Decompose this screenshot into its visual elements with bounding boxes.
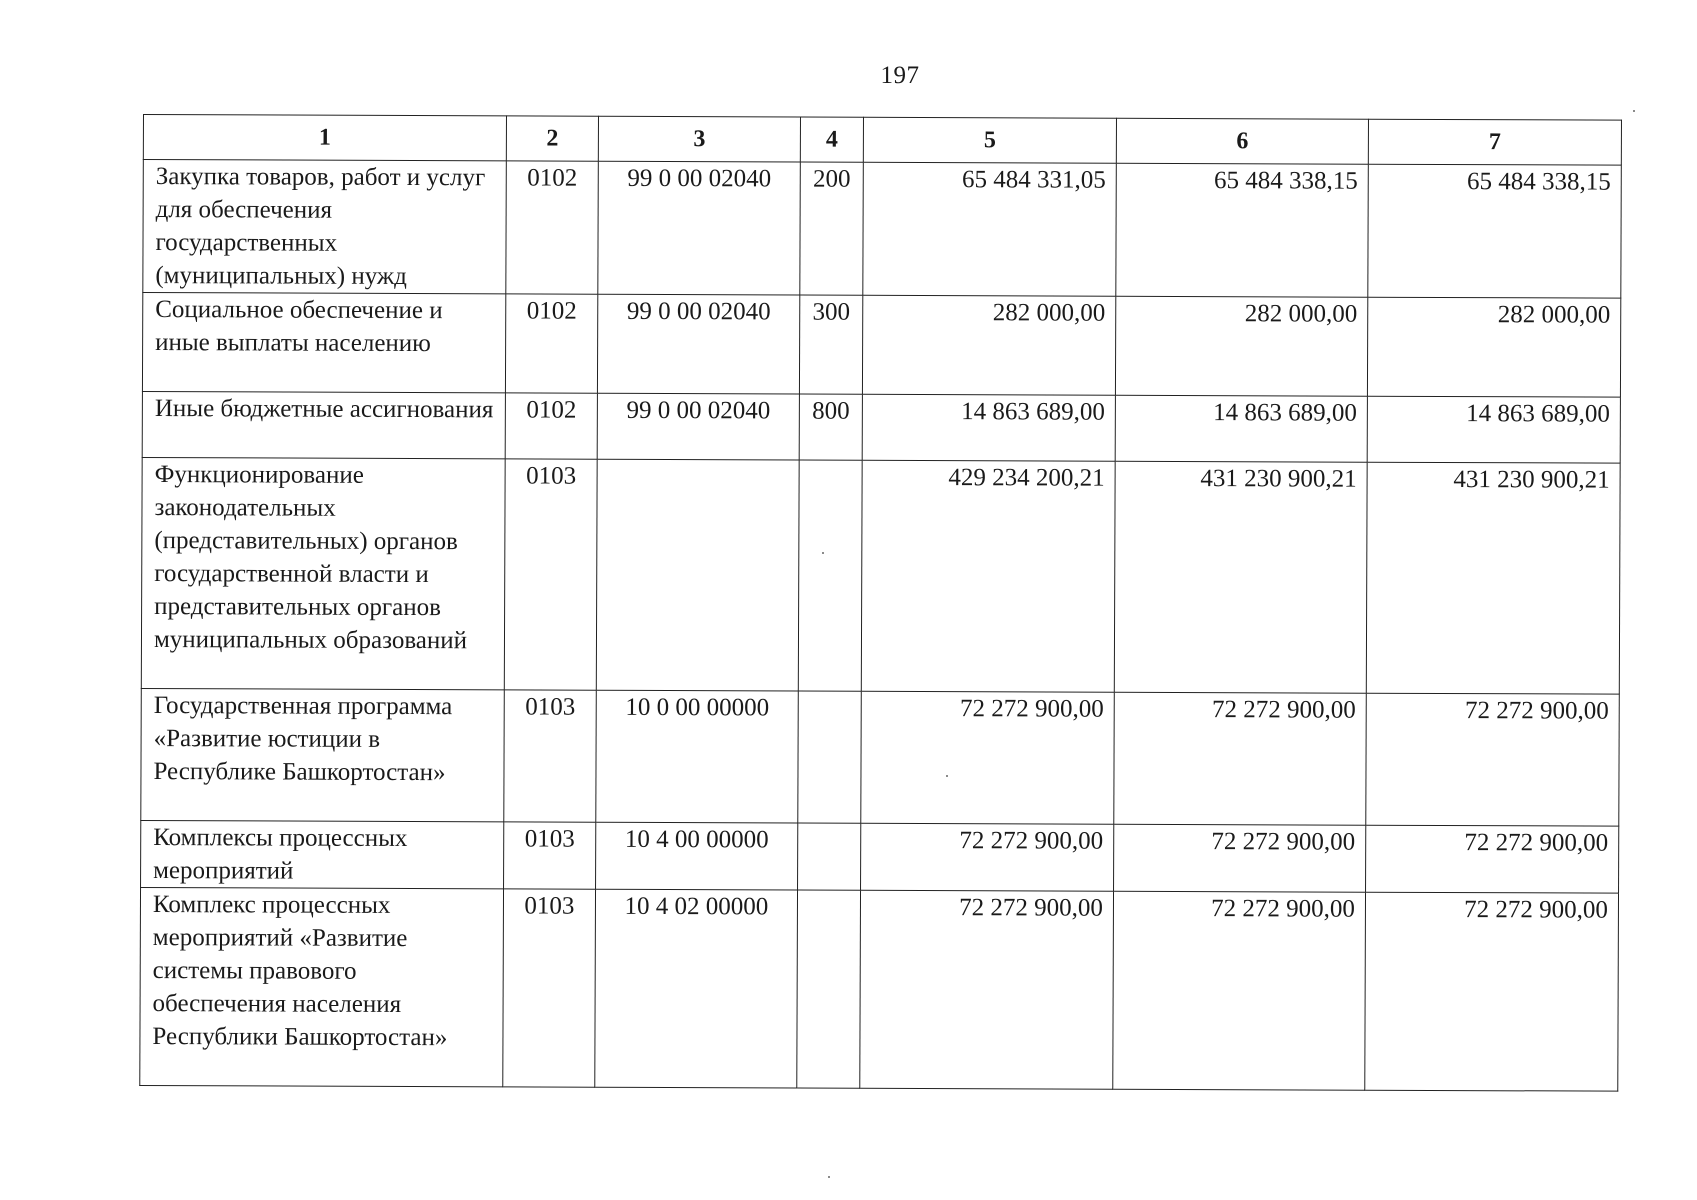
header-col-3: 3	[598, 116, 800, 162]
row-section-code: 0102	[506, 161, 599, 294]
table-row	[142, 293, 1620, 398]
row-value-col5: 14 863 689,00	[862, 394, 1115, 461]
header-col-2: 2	[506, 116, 598, 161]
row-name: Закупка товаров, работ и услуг для обеспечения государственных (муниципальных) нужд	[143, 160, 507, 294]
table-row	[142, 391, 1620, 463]
row-value-col6: 72 272 900,00	[1113, 891, 1366, 1090]
row-expense-type: 300	[799, 295, 862, 394]
header-col-5: 5	[863, 117, 1116, 163]
scan-speck	[1633, 110, 1635, 112]
row-section-code: 0102	[505, 393, 597, 459]
scan-speck	[946, 775, 948, 777]
budget-table	[139, 114, 1622, 1092]
header-col-4: 4	[800, 117, 863, 162]
row-target-code: 99 0 00 02040	[597, 393, 799, 460]
row-target-code	[596, 459, 799, 691]
row-section-code: 0103	[504, 690, 597, 822]
row-value-col5: 429 234 200,21	[861, 460, 1115, 692]
row-name: Государственная программа «Развитие юстиции в Республике Башкортостан»	[141, 688, 505, 821]
header-col-1: 1	[143, 115, 506, 161]
row-name: Комплекс процессных мероприятий «Развитие системы правового обеспечения населения Республики Башкортостан»	[140, 887, 504, 1086]
row-name: Социальное обеспечение и иные выплаты населению	[142, 293, 505, 393]
row-value-col7: 72 272 900,00	[1366, 693, 1620, 826]
row-target-code: 10 4 00 00000	[596, 822, 798, 890]
budget-table-container	[139, 114, 1622, 1092]
row-value-col7: 431 230 900,21	[1366, 462, 1620, 694]
row-value-col5: 72 272 900,00	[860, 890, 1114, 1089]
row-value-col7: 72 272 900,00	[1366, 825, 1619, 893]
row-value-col5: 65 484 331,05	[863, 162, 1117, 296]
row-section-code: 0103	[503, 889, 596, 1087]
row-value-col7: 14 863 689,00	[1367, 396, 1620, 463]
row-target-code: 10 4 02 00000	[595, 889, 798, 1088]
table-row	[141, 457, 1620, 694]
header-col-6: 6	[1116, 118, 1368, 164]
table-row	[141, 688, 1619, 826]
table-row	[143, 160, 1621, 299]
row-name: Функционирование законодательных (представительных) органов государственной власти и представительных органов муниципальных образований	[141, 457, 505, 689]
row-value-col6: 65 484 338,15	[1116, 163, 1369, 297]
row-target-code: 99 0 00 02040	[597, 294, 799, 394]
header-col-7: 7	[1368, 119, 1621, 165]
row-value-col6: 282 000,00	[1115, 296, 1367, 396]
row-value-col5: 72 272 900,00	[861, 823, 1114, 891]
row-expense-type	[798, 460, 862, 691]
row-section-code: 0102	[505, 294, 597, 393]
row-value-col7: 282 000,00	[1367, 297, 1620, 397]
row-target-code: 99 0 00 02040	[598, 161, 801, 295]
row-value-col6: 431 230 900,21	[1114, 461, 1367, 693]
row-value-col5: 72 272 900,00	[861, 691, 1115, 824]
row-section-code: 0103	[504, 459, 597, 690]
table-row	[141, 820, 1619, 893]
header-row	[143, 115, 1621, 166]
row-expense-type	[798, 823, 861, 890]
row-value-col6: 14 863 689,00	[1115, 395, 1367, 462]
scan-speck	[828, 1176, 830, 1178]
row-value-col5: 282 000,00	[862, 295, 1115, 395]
row-value-col6: 72 272 900,00	[1114, 692, 1367, 825]
row-value-col7: 72 272 900,00	[1365, 892, 1619, 1091]
row-name: Комплексы процессных мероприятий	[141, 820, 504, 888]
row-value-col7: 65 484 338,15	[1368, 164, 1622, 298]
row-name: Иные бюджетные ассигнования	[142, 391, 505, 458]
row-expense-type: 800	[799, 394, 862, 460]
row-target-code: 10 0 00 00000	[596, 690, 799, 823]
table-row	[140, 887, 1619, 1091]
scan-speck	[822, 552, 824, 554]
row-section-code: 0103	[504, 822, 596, 889]
page-number: 197	[880, 62, 920, 89]
row-expense-type	[798, 691, 862, 823]
row-expense-type: 200	[800, 162, 864, 295]
row-expense-type	[797, 890, 861, 1088]
row-value-col6: 72 272 900,00	[1114, 824, 1366, 892]
